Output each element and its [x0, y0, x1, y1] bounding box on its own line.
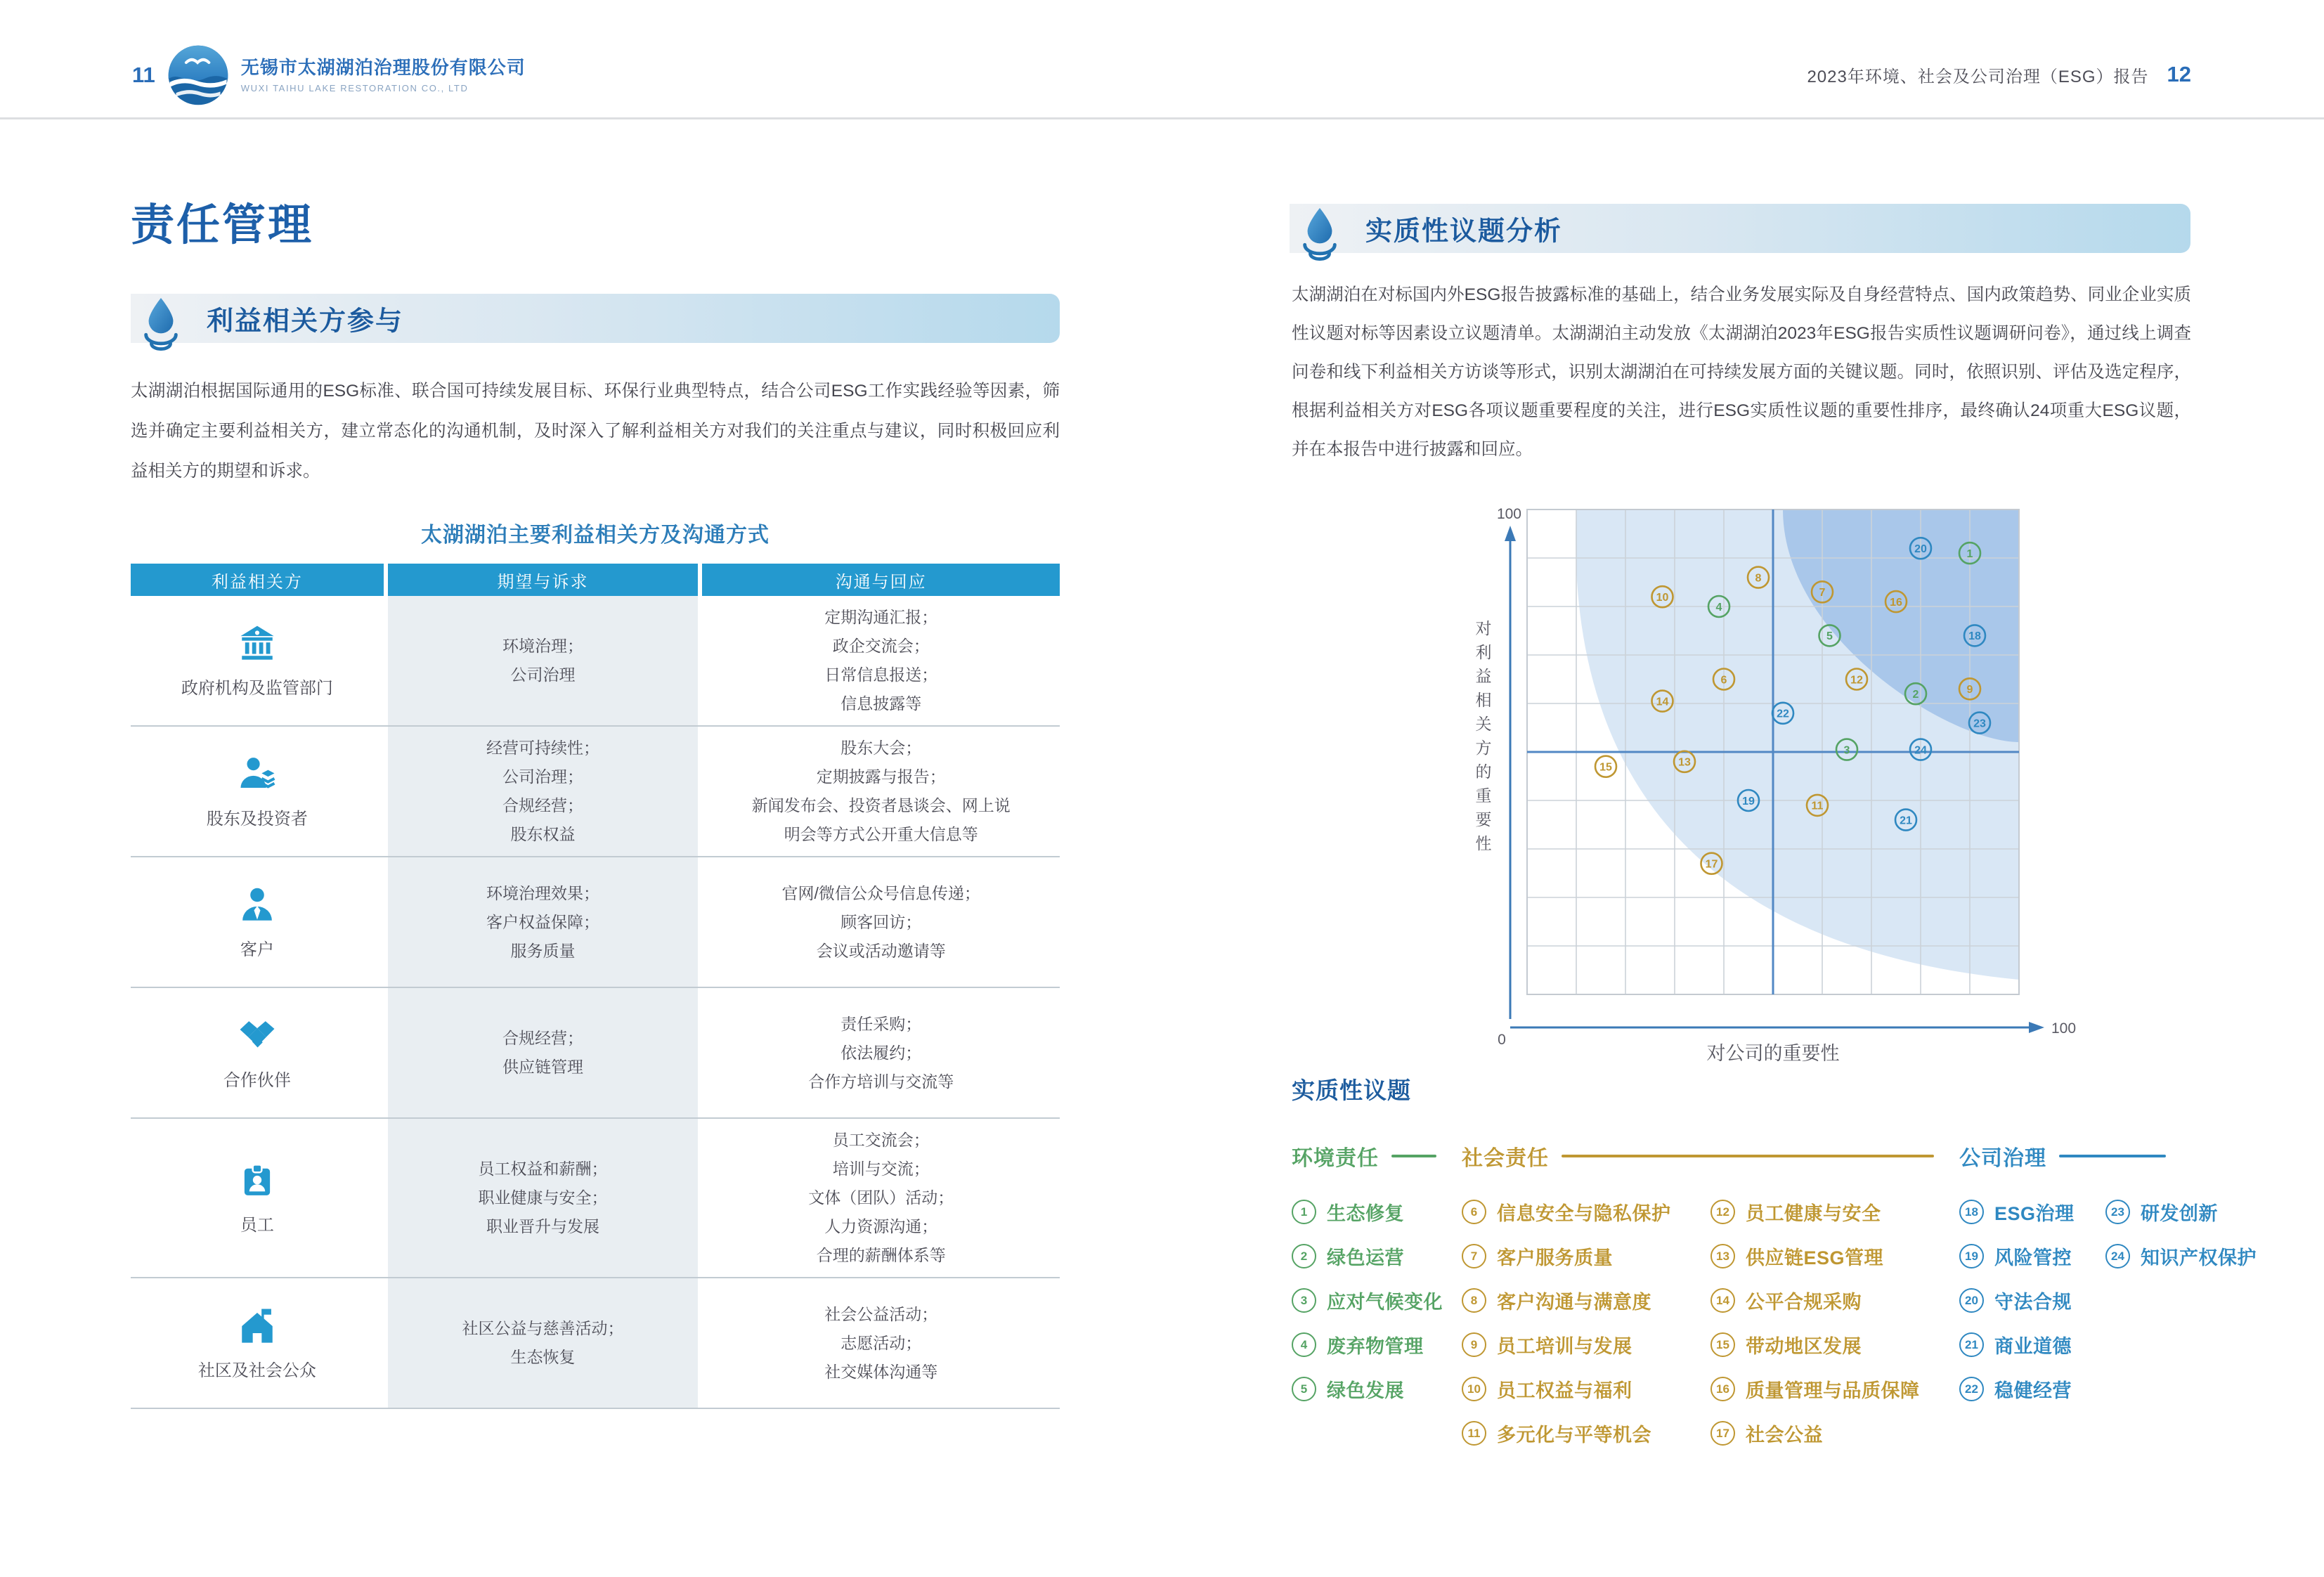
legend-category-rule — [1391, 1155, 1436, 1157]
expectations-cell-line: 环境治理效果； — [486, 883, 600, 902]
table-row — [131, 857, 1060, 988]
water-drop-icon — [1298, 207, 1342, 266]
legend-topic-21 — [1959, 1323, 2105, 1367]
water-drop-icon — [139, 297, 183, 356]
section-bar-materiality — [1290, 204, 2190, 253]
svg-text:9: 9 — [1966, 684, 1973, 696]
topic-label: 社会公益 — [1746, 1425, 1823, 1446]
communication-cell-line: 新闻发布会、投资者恳谈会、网上说 — [751, 796, 1011, 815]
topic-number-badge: 11 — [1462, 1421, 1486, 1446]
legend-category-name: 公司治理 — [1959, 1147, 2046, 1170]
expectations-cell-line: 客户权益保障； — [486, 912, 600, 931]
svg-text:5: 5 — [1826, 630, 1833, 643]
y-max-tick: 100 — [1496, 506, 1521, 522]
expectations-cell — [388, 1119, 699, 1277]
table-row — [131, 1119, 1060, 1278]
stakeholder-name: 政府机构及监管部门 — [181, 678, 333, 698]
svg-text:7: 7 — [1819, 587, 1826, 599]
stakeholder-cell — [131, 727, 384, 856]
svg-text:19: 19 — [1742, 795, 1755, 807]
legend-topic-19 — [1959, 1234, 2105, 1278]
topic-label: 商业道德 — [1994, 1336, 2072, 1357]
y-axis-label: 性 — [1475, 834, 1492, 852]
svg-text:2: 2 — [1912, 688, 1919, 701]
communication-cell-line: 政企交流会； — [832, 637, 930, 655]
topic-number-badge: 1 — [1292, 1200, 1316, 1224]
stakeholder-name: 社区及社会公众 — [197, 1361, 316, 1380]
legend-topic-14 — [1710, 1278, 1959, 1323]
legend-topic-1 — [1292, 1190, 1462, 1234]
topic-number-badge: 17 — [1710, 1421, 1735, 1446]
topic-label: 应对气候变化 — [1327, 1292, 1443, 1313]
legend-topic-23 — [2105, 1190, 2257, 1234]
communication-cell-line: 定期披露与报告； — [816, 767, 946, 786]
topic-number-badge: 18 — [1959, 1200, 1984, 1224]
table-column-header: 期望与诉求 — [388, 564, 699, 596]
materiality-intro-text: 太湖湖泊在对标国内外ESG报告披露标准的基础上，结合业务发展实际及自身经营特点、国内政策趋势、同业企业实质性议题对标等因素设立议题清单。太湖湖泊主动发放《太湖湖泊2023年ESG报告实质性议题调研问卷》，通过线上调查问卷和线下利益相关方访谈等形式，识别太湖湖泊在可持续发展方面的关键议题。同时，依照识别、评估及选定程序，根据利益相关方对ESG各项议题重要程度的关注，进行ESG实质性议题的重要性排序，最终确认24项重大ESG议题，并在本报告中进行披露和回应。 — [1292, 285, 2191, 459]
material-topics-legend — [1292, 1072, 2257, 1455]
customer-icon — [237, 885, 278, 926]
y-axis-label: 重 — [1475, 786, 1492, 805]
legend-topic-20 — [1959, 1278, 2105, 1323]
expectations-cell-line: 职业健康与安全； — [478, 1188, 608, 1207]
x-max-tick: 100 — [2051, 1020, 2077, 1037]
topic-number-badge: 3 — [1292, 1288, 1316, 1313]
legend-topic-8 — [1462, 1278, 1710, 1323]
topic-number-badge: 7 — [1462, 1244, 1486, 1268]
svg-text:4: 4 — [1715, 601, 1722, 614]
government-icon — [237, 623, 278, 664]
communication-cell-line: 社会公益活动； — [824, 1304, 938, 1323]
svg-text:10: 10 — [1656, 591, 1669, 604]
legend-topic-15 — [1710, 1323, 1959, 1367]
partner-icon — [237, 1015, 278, 1056]
expectations-cell — [388, 1278, 699, 1408]
legend-category — [1292, 1141, 1462, 1172]
topic-number-badge: 21 — [1959, 1332, 1984, 1357]
svg-text:17: 17 — [1705, 858, 1718, 871]
topic-label: 质量管理与品质保障 — [1746, 1380, 1920, 1401]
communication-cell — [702, 1278, 1060, 1408]
svg-text:13: 13 — [1678, 756, 1691, 769]
communication-cell — [702, 596, 1060, 725]
stakeholder-table-title: 太湖湖泊主要利益相关方及沟通方式 — [421, 524, 770, 547]
stakeholder-cell — [131, 857, 384, 987]
communication-cell-line: 志愿活动； — [840, 1333, 922, 1352]
section-title-materiality: 实质性议题分析 — [1365, 216, 1563, 247]
legend-topic-13 — [1710, 1234, 1959, 1278]
topic-label: 带动地区发展 — [1746, 1336, 1862, 1357]
topic-number-badge: 16 — [1710, 1377, 1735, 1401]
y-axis-label: 益 — [1475, 667, 1492, 685]
y-axis-label: 要 — [1475, 810, 1492, 829]
communication-cell — [702, 857, 1060, 987]
stakeholder-table-header — [131, 564, 1060, 596]
svg-text:6: 6 — [1720, 674, 1727, 687]
topic-label: 研发创新 — [2141, 1203, 2218, 1224]
legend-topic-16 — [1710, 1367, 1959, 1411]
header-right — [1807, 62, 2191, 87]
topic-label: 风险管控 — [1994, 1247, 2072, 1268]
svg-text:3: 3 — [1843, 744, 1850, 757]
legend-topic-7 — [1462, 1234, 1710, 1278]
topic-label: 知识产权保护 — [2141, 1247, 2257, 1268]
expectations-cell-line: 合规经营； — [502, 1029, 584, 1047]
expectations-cell-line: 公司治理 — [510, 666, 576, 684]
topic-label: 客户服务质量 — [1497, 1247, 1613, 1268]
topic-label: 稳健经营 — [1994, 1380, 2072, 1401]
communication-cell-line: 员工交流会； — [832, 1131, 930, 1149]
company-name-block — [241, 57, 526, 93]
expectations-cell-line: 生态恢复 — [510, 1348, 576, 1366]
y-axis-label: 关 — [1475, 715, 1492, 733]
expectations-cell-line: 社区公益与慈善活动； — [462, 1319, 624, 1337]
expectations-cell-line: 经营可持续性； — [486, 739, 600, 757]
legend-topic-2 — [1292, 1234, 1462, 1278]
topic-number-badge: 9 — [1462, 1332, 1486, 1357]
expectations-cell-line: 合规经营； — [502, 796, 584, 815]
topic-label: 员工权益与福利 — [1497, 1380, 1632, 1401]
legend-topic-4 — [1292, 1323, 1462, 1367]
svg-text:20: 20 — [1914, 543, 1927, 555]
materiality-matrix-chart — [1465, 485, 2084, 1096]
stakeholder-name: 合作伙伴 — [223, 1070, 291, 1090]
topic-label: 绿色运营 — [1327, 1247, 1404, 1268]
communication-cell-line: 日常信息报送； — [824, 666, 938, 684]
page-title: 责任管理 — [131, 201, 314, 249]
svg-text:16: 16 — [1890, 596, 1902, 609]
expectations-cell-line: 环境治理； — [502, 637, 584, 655]
svg-text:12: 12 — [1850, 674, 1863, 687]
topic-number-badge: 2 — [1292, 1244, 1316, 1268]
topic-label: 多元化与平等机会 — [1497, 1425, 1651, 1446]
stakeholder-intro-text: 太湖湖泊根据国际通用的ESG标准、联合国可持续发展目标、环保行业典型特点，结合公司ESG工作实践经验等因素，筛选并确定主要利益相关方，建立常态化的沟通机制，及时深入了解利益相关方对我们的关注重点与建议，同时积极回应利益相关方的期望和诉求。 — [131, 382, 1060, 481]
table-column-header: 沟通与回应 — [702, 564, 1060, 596]
table-row — [131, 596, 1060, 727]
legend-topic-17 — [1710, 1411, 1959, 1455]
x-axis-arrow-icon — [2029, 1022, 2044, 1033]
y-axis-label: 相 — [1475, 691, 1492, 709]
page-header — [0, 0, 2324, 119]
legend-category — [1959, 1141, 2191, 1172]
communication-cell-line: 依法履约； — [840, 1043, 922, 1062]
stakeholder-cell — [131, 1119, 384, 1277]
stakeholder-name: 员工 — [240, 1216, 274, 1235]
communication-cell-line: 股东大会； — [840, 739, 922, 757]
communication-cell-line: 人力资源沟通； — [824, 1217, 938, 1235]
expectations-cell — [388, 596, 699, 725]
legend-category-rule — [1562, 1155, 1934, 1157]
y-axis-label: 利 — [1475, 643, 1492, 661]
expectations-cell-line: 职业晋升与发展 — [486, 1217, 600, 1235]
communication-cell-line: 合理的薪酬体系等 — [816, 1246, 946, 1264]
expectations-cell — [388, 857, 699, 987]
topic-number-badge: 13 — [1710, 1244, 1735, 1268]
section-bar-stakeholders — [131, 294, 1060, 343]
topic-number-badge: 22 — [1959, 1377, 1984, 1401]
topic-label: 生态修复 — [1327, 1203, 1404, 1224]
legend-category-row — [1292, 1141, 2191, 1172]
topic-number-badge: 4 — [1292, 1332, 1316, 1357]
communication-cell-line: 社交媒体沟通等 — [824, 1362, 938, 1381]
topic-number-badge: 23 — [2105, 1200, 2130, 1224]
topic-number-badge: 15 — [1710, 1332, 1735, 1357]
stakeholder-table-body — [131, 596, 1060, 1409]
y-axis-label: 对 — [1475, 619, 1492, 637]
svg-text:1: 1 — [1966, 547, 1973, 560]
company-name-cn: 无锡市太湖湖泊治理股份有限公司 — [240, 57, 526, 78]
communication-cell-line: 培训与交流； — [832, 1160, 930, 1178]
table-column-header: 利益相关方 — [131, 564, 384, 596]
table-row — [131, 988, 1060, 1119]
left-page-number: 11 — [132, 63, 155, 87]
legend-topic-9 — [1462, 1323, 1710, 1367]
origin-tick: 0 — [1498, 1032, 1506, 1048]
legend-category-name: 社会责任 — [1462, 1147, 1549, 1170]
topic-label: 员工健康与安全 — [1746, 1203, 1881, 1224]
header-left — [132, 44, 526, 107]
y-axis-arrow-icon — [1505, 526, 1516, 541]
topic-label: 守法合规 — [1994, 1292, 2072, 1313]
topic-number-badge: 20 — [1959, 1288, 1984, 1313]
expectations-cell — [388, 988, 699, 1117]
communication-cell-line: 顾客回访； — [840, 912, 922, 931]
stakeholder-cell — [131, 988, 384, 1117]
topic-number-badge: 8 — [1462, 1288, 1486, 1313]
expectations-cell-line: 员工权益和薪酬； — [478, 1160, 608, 1178]
communication-cell-line: 定期沟通汇报； — [824, 608, 938, 626]
topic-label: ESG治理 — [1994, 1203, 2075, 1224]
legend-topic-6 — [1462, 1190, 1710, 1234]
expectations-cell-line: 供应链管理 — [502, 1058, 584, 1076]
employee-icon — [237, 1160, 278, 1201]
svg-text:8: 8 — [1755, 572, 1762, 585]
svg-text:18: 18 — [1968, 630, 1981, 643]
legend-topics-grid — [1292, 1190, 2257, 1455]
communication-cell-line: 信息披露等 — [840, 694, 922, 713]
stakeholder-cell — [131, 1278, 384, 1408]
topic-number-badge: 14 — [1710, 1288, 1735, 1313]
topic-label: 绿色发展 — [1327, 1380, 1404, 1401]
table-row — [131, 727, 1060, 857]
stakeholder-name: 股东及投资者 — [206, 809, 308, 829]
legend-category — [1462, 1141, 1959, 1172]
community-icon — [237, 1306, 278, 1346]
legend-topic-5 — [1292, 1367, 1462, 1411]
table-row — [131, 1278, 1060, 1409]
expectations-cell-line: 股东权益 — [510, 825, 576, 843]
company-name-en: WUXI TAIHU LAKE RESTORATION CO., LTD — [240, 83, 469, 93]
communication-cell-line: 明会等方式公开重大信息等 — [784, 825, 978, 843]
x-axis-label: 对公司的重要性 — [1706, 1043, 1840, 1064]
expectations-cell — [388, 727, 699, 856]
legend-topic-18 — [1959, 1190, 2105, 1234]
expectations-cell-line: 服务质量 — [510, 941, 576, 960]
right-page-number: 12 — [2167, 62, 2191, 86]
svg-text:22: 22 — [1777, 708, 1789, 720]
topic-label: 信息安全与隐私保护 — [1497, 1203, 1671, 1224]
legend-category-rule — [2059, 1155, 2166, 1157]
stakeholder-cell — [131, 596, 384, 725]
topic-number-badge: 10 — [1462, 1377, 1486, 1401]
topic-label: 公平合规采购 — [1746, 1292, 1862, 1313]
communication-cell — [702, 727, 1060, 856]
communication-cell-line: 合作方培训与交流等 — [808, 1072, 954, 1091]
svg-text:23: 23 — [1973, 718, 1986, 730]
communication-cell — [702, 988, 1060, 1117]
topic-number-badge: 19 — [1959, 1244, 1984, 1268]
topic-label: 废弃物管理 — [1327, 1336, 1424, 1357]
legend-topic-12 — [1710, 1190, 1959, 1234]
topic-label: 员工培训与发展 — [1497, 1336, 1632, 1357]
investor-icon — [237, 754, 278, 795]
legend-topic-11 — [1462, 1411, 1710, 1455]
legend-title: 实质性议题 — [1292, 1077, 1411, 1103]
expectations-cell-line: 公司治理； — [502, 767, 584, 786]
stakeholder-table — [131, 564, 1060, 1409]
report-title: 2023年环境、社会及公司治理（ESG）报告 — [1807, 67, 2149, 86]
topic-number-badge: 6 — [1462, 1200, 1486, 1224]
communication-cell-line: 会议或活动邀请等 — [816, 941, 946, 960]
legend-category-name: 环境责任 — [1292, 1147, 1379, 1170]
svg-text:21: 21 — [1900, 815, 1912, 827]
communication-cell — [702, 1119, 1060, 1277]
svg-text:24: 24 — [1914, 744, 1927, 757]
legend-topic-22 — [1959, 1367, 2105, 1411]
communication-cell-line: 官网/微信公众号信息传递； — [781, 883, 980, 902]
svg-text:14: 14 — [1656, 696, 1669, 708]
communication-cell-line: 责任采购； — [840, 1014, 922, 1033]
y-axis-label: 方 — [1475, 739, 1492, 757]
topic-label: 供应链ESG管理 — [1746, 1247, 1884, 1268]
svg-text:11: 11 — [1811, 800, 1824, 812]
legend-topic-24 — [2105, 1234, 2257, 1278]
company-logo-icon — [167, 44, 230, 107]
y-axis-label: 的 — [1475, 762, 1492, 781]
stakeholder-name: 客户 — [240, 940, 274, 959]
legend-topic-3 — [1292, 1278, 1462, 1323]
topic-number-badge: 5 — [1292, 1377, 1316, 1401]
topic-label: 客户沟通与满意度 — [1497, 1292, 1651, 1313]
svg-text:15: 15 — [1599, 761, 1612, 774]
topic-number-badge: 12 — [1710, 1200, 1735, 1224]
legend-topic-10 — [1462, 1367, 1710, 1411]
topic-point-15 — [1595, 756, 1616, 777]
section-title-stakeholders: 利益相关方参与 — [207, 306, 404, 337]
topic-number-badge: 24 — [2105, 1244, 2130, 1268]
communication-cell-line: 文体（团队）活动； — [808, 1188, 954, 1207]
